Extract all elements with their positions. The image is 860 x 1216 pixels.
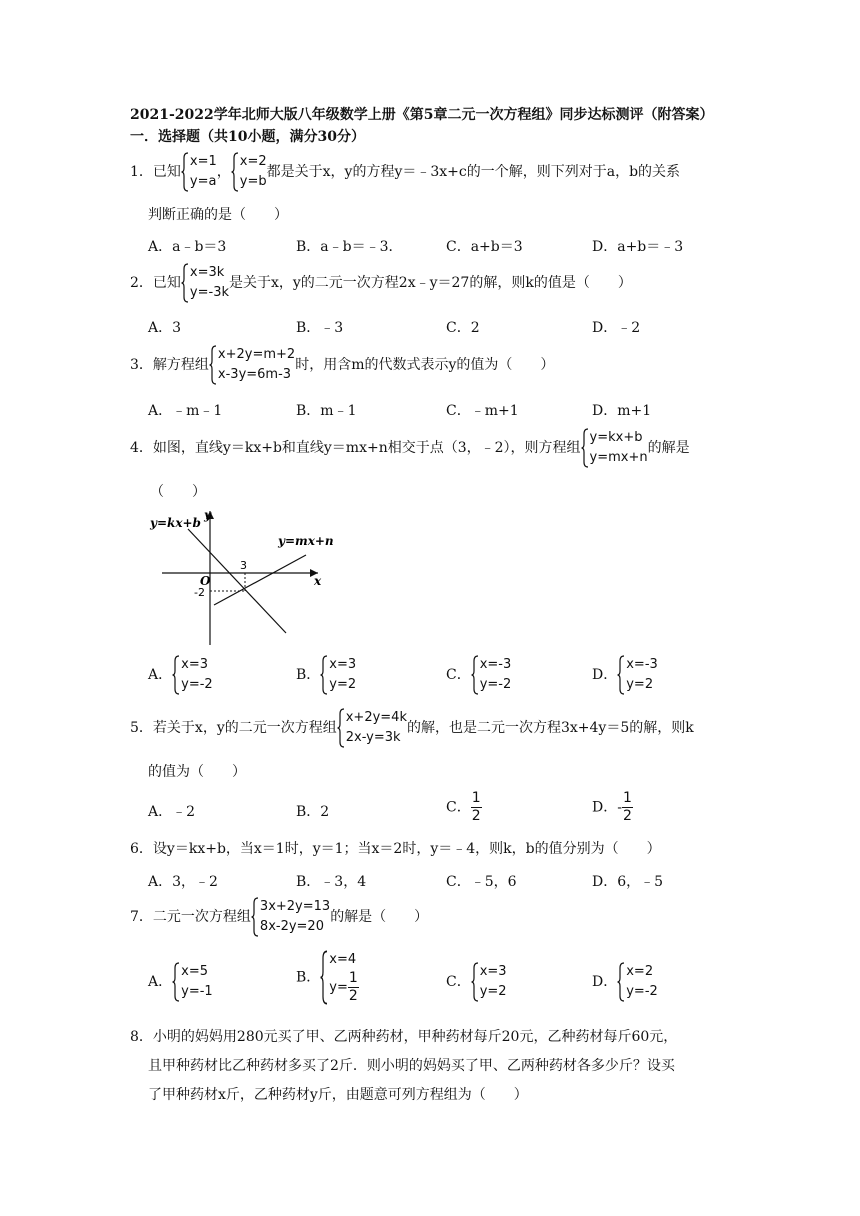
x-axis-label: x bbox=[314, 574, 322, 588]
question-4-cont: （ ） bbox=[150, 484, 206, 500]
option-c[interactable] bbox=[446, 790, 482, 825]
y-axis-label: y bbox=[204, 508, 211, 522]
equation: x=5 bbox=[181, 964, 208, 979]
question-1-cont: 判断正确的是（ ） bbox=[148, 207, 288, 223]
option-c[interactable]: C．﹣m+1 bbox=[446, 403, 519, 419]
equation: y=kx+b bbox=[589, 430, 643, 445]
option-label: D． bbox=[592, 799, 618, 816]
equation-system bbox=[617, 655, 658, 695]
document-title: 2021-2022学年北师大版八年级数学上册《第5章二元一次方程组》同步达标测评（附答案） bbox=[130, 107, 714, 123]
option-label: B． bbox=[296, 969, 321, 986]
equation-system bbox=[231, 152, 267, 192]
numerator: 1 bbox=[622, 790, 632, 806]
equation: y=-2 bbox=[181, 677, 213, 692]
equation: x=3 bbox=[181, 657, 208, 672]
option-label: A． bbox=[148, 667, 173, 683]
equation: x=3 bbox=[479, 964, 507, 979]
equation: y=b bbox=[239, 174, 267, 189]
equation-system bbox=[251, 897, 330, 937]
option-label: C． bbox=[446, 667, 471, 683]
question-number: 3． bbox=[130, 357, 153, 373]
option-d[interactable]: D．a+b＝﹣3 bbox=[592, 239, 684, 255]
option-c[interactable] bbox=[446, 655, 511, 695]
equation: 2x-y=3k bbox=[345, 730, 401, 745]
question-text: 是关于x，y的二元一次方程2x﹣y＝27的解，则k的值是（ ） bbox=[229, 275, 632, 291]
option-a[interactable] bbox=[148, 801, 195, 821]
option-b[interactable]: B．﹣3，4 bbox=[296, 874, 367, 890]
option-value: 2 bbox=[320, 804, 330, 820]
equation: y=-2 bbox=[626, 984, 658, 999]
question-8-line3: 了甲种药材x斤，乙种药材y斤，由题意可列方程组为（ ） bbox=[148, 1087, 528, 1103]
separator: ， bbox=[216, 164, 231, 180]
equation bbox=[329, 970, 359, 1005]
option-label: D． bbox=[592, 667, 618, 683]
question-text: 设y＝kx+b，当x＝1时，y＝1；当x＝2时，y＝﹣4，则k，b的值分别为（ ） bbox=[152, 841, 661, 857]
option-b[interactable]: B．a﹣b＝﹣3． bbox=[296, 239, 403, 255]
line-intersection-graph bbox=[148, 505, 348, 655]
equation: y=-1 bbox=[181, 984, 213, 999]
question-1 bbox=[130, 152, 680, 192]
equation-lhs: y= bbox=[329, 980, 348, 995]
equation-system bbox=[172, 655, 213, 695]
option-b[interactable]: B．﹣3 bbox=[296, 320, 344, 336]
option-a[interactable]: A．3，﹣2 bbox=[148, 874, 218, 890]
section-heading: 一．选择题（共10小题，满分30分） bbox=[130, 129, 365, 145]
question-number: 2． bbox=[130, 275, 153, 291]
option-value: ﹣2 bbox=[172, 804, 196, 820]
fraction bbox=[622, 790, 633, 825]
equation-system bbox=[320, 950, 359, 1005]
question-text: 的解是（ ） bbox=[330, 909, 429, 925]
option-a[interactable]: A．﹣m﹣1 bbox=[148, 403, 223, 419]
equation: y=mx+n bbox=[589, 450, 648, 465]
option-label: B． bbox=[296, 804, 321, 820]
option-c[interactable] bbox=[446, 962, 507, 1002]
option-label: B． bbox=[296, 667, 321, 683]
question-5 bbox=[130, 708, 694, 748]
question-8 bbox=[130, 1027, 677, 1047]
option-a[interactable] bbox=[148, 655, 213, 695]
equation: y=-3k bbox=[189, 285, 229, 300]
equation: x=-3 bbox=[479, 657, 512, 672]
question-text: 已知 bbox=[152, 275, 181, 291]
option-c[interactable]: C．a+b＝3 bbox=[446, 239, 523, 255]
option-d[interactable] bbox=[592, 962, 658, 1002]
option-label: D． bbox=[592, 974, 618, 990]
question-text: 的解，也是二元一次方程3x+4y＝5的解，则k bbox=[406, 720, 694, 736]
equation: x=2 bbox=[239, 154, 267, 169]
equation-system bbox=[172, 962, 213, 1002]
equation: x=4 bbox=[329, 952, 357, 967]
option-b[interactable] bbox=[296, 801, 329, 821]
question-8-line2: 且甲种药材比乙种药材多买了2斤．则小明的妈妈买了甲、乙两种药材各多少斤？设买 bbox=[148, 1058, 675, 1074]
numerator: 1 bbox=[348, 970, 358, 986]
question-5-cont: 的值为（ ） bbox=[148, 764, 246, 780]
numerator: 1 bbox=[471, 790, 481, 806]
equation: y=2 bbox=[479, 984, 507, 999]
question-text: 已知 bbox=[152, 164, 181, 180]
option-d[interactable] bbox=[592, 790, 633, 825]
equation: x=3k bbox=[189, 265, 225, 280]
option-a[interactable]: A．3 bbox=[148, 320, 182, 336]
tick-y-label: -2 bbox=[194, 586, 205, 599]
question-number: 6． bbox=[130, 841, 153, 857]
question-number: 5． bbox=[130, 720, 153, 736]
tick-x-label: 3 bbox=[240, 559, 247, 572]
equation-system bbox=[320, 655, 356, 695]
question-number: 1． bbox=[130, 164, 153, 180]
question-text: 都是关于x，y的方程y＝﹣3x+c的一个解，则下列对于a，b的关系 bbox=[266, 164, 681, 180]
option-c[interactable]: C．﹣5，6 bbox=[446, 874, 517, 890]
denominator: 2 bbox=[622, 808, 632, 824]
equation: y=-2 bbox=[479, 677, 512, 692]
equation: x=-3 bbox=[626, 657, 658, 672]
question-text: 小明的妈妈用280元买了甲、乙两种药材，甲种药材每斤20元，乙种药材每斤60元， bbox=[152, 1029, 678, 1045]
equation-system bbox=[209, 345, 295, 385]
option-c[interactable]: C．2 bbox=[446, 320, 480, 336]
label-line-m: y=mx+n bbox=[278, 534, 334, 548]
question-number: 7． bbox=[130, 909, 153, 925]
question-6 bbox=[130, 839, 661, 859]
question-text: 解方程组 bbox=[152, 357, 209, 373]
option-a[interactable]: A．a﹣b＝3 bbox=[148, 239, 227, 255]
option-label: A． bbox=[148, 804, 173, 820]
label-line-k: y=kx+b bbox=[150, 516, 201, 530]
equation: x+2y=m+2 bbox=[217, 347, 296, 362]
question-number: 8． bbox=[130, 1029, 153, 1045]
option-d[interactable]: D．﹣2 bbox=[592, 320, 641, 336]
equation: x=1 bbox=[189, 154, 217, 169]
question-4 bbox=[130, 428, 690, 468]
equation: y=a bbox=[189, 174, 217, 189]
question-text: 若关于x，y的二元一次方程组 bbox=[152, 720, 337, 736]
equation: x-3y=6m-3 bbox=[217, 367, 292, 382]
question-text: 时，用含m的代数式表示y的值为（ ） bbox=[295, 357, 555, 373]
equation: 8x-2y=20 bbox=[259, 919, 324, 934]
option-label: A． bbox=[148, 974, 173, 990]
option-b[interactable] bbox=[296, 950, 359, 1005]
fraction bbox=[471, 790, 482, 825]
equation-system bbox=[181, 152, 217, 192]
option-b[interactable] bbox=[296, 655, 356, 695]
option-d[interactable]: D．m+1 bbox=[592, 403, 652, 419]
denominator: 2 bbox=[348, 988, 358, 1004]
fraction bbox=[348, 970, 359, 1005]
question-2 bbox=[130, 263, 632, 303]
equation: y=2 bbox=[329, 677, 357, 692]
line-mx-n bbox=[214, 555, 306, 605]
equation: 3x+2y=13 bbox=[259, 899, 331, 914]
option-b[interactable]: B．m﹣1 bbox=[296, 403, 357, 419]
question-number: 4． bbox=[130, 440, 153, 456]
equation-system bbox=[471, 962, 507, 1002]
option-label: C． bbox=[446, 974, 471, 990]
question-text: 如图，直线y＝kx+b和直线y＝mx+n相交于点（3，﹣2），则方程组 bbox=[152, 440, 581, 456]
equation-system bbox=[337, 708, 407, 748]
equation: x=2 bbox=[626, 964, 654, 979]
question-3 bbox=[130, 345, 554, 385]
equation-system bbox=[617, 962, 658, 1002]
question-7 bbox=[130, 897, 428, 937]
option-a[interactable] bbox=[148, 962, 213, 1002]
option-d[interactable]: D．6，﹣5 bbox=[592, 874, 664, 890]
option-d[interactable] bbox=[592, 655, 658, 695]
equation-system bbox=[581, 428, 648, 468]
equation-system bbox=[181, 263, 229, 303]
sign: - bbox=[617, 799, 622, 816]
origin-label: O bbox=[200, 574, 211, 588]
equation: y=2 bbox=[626, 677, 654, 692]
equation-system bbox=[471, 655, 512, 695]
equation: x+2y=4k bbox=[345, 710, 407, 725]
option-label: C． bbox=[446, 799, 471, 816]
question-text: 二元一次方程组 bbox=[152, 909, 251, 925]
equation: x=3 bbox=[329, 657, 357, 672]
question-text: 的解是 bbox=[647, 440, 690, 456]
denominator: 2 bbox=[471, 808, 481, 824]
